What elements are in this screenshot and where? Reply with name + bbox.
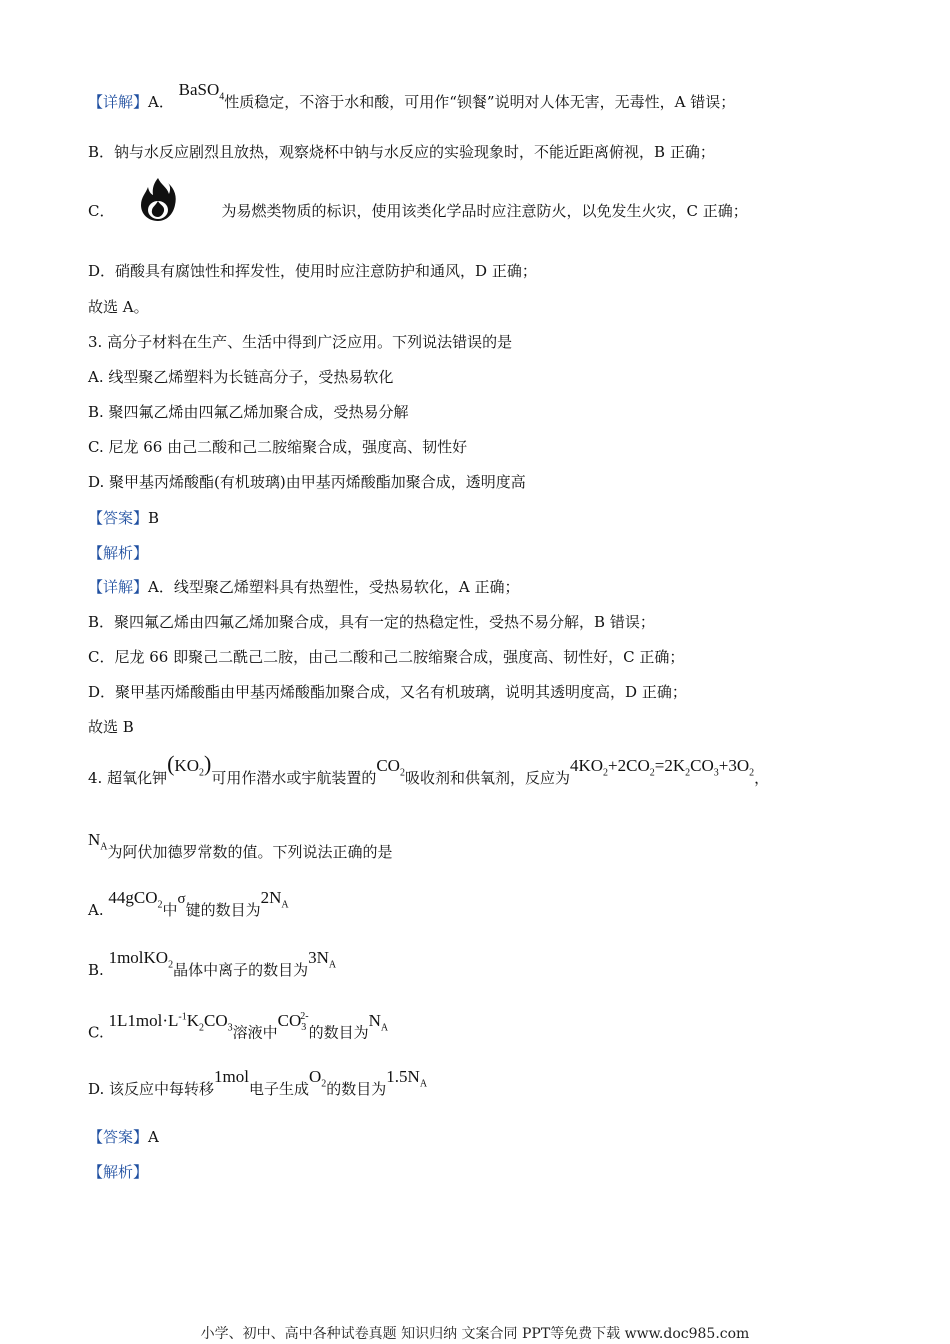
q3-conclusion: 故选 B xyxy=(88,718,134,736)
flammable-icon xyxy=(133,175,183,225)
detail-tag: 【详解】 xyxy=(88,93,149,111)
formula-co2: $CO_2$ xyxy=(376,756,405,779)
q3-answer: 【答案】B xyxy=(88,509,160,527)
q4-stem-line2: $N_A$为阿伏加德罗常数的值。下列说法正确的是 xyxy=(88,830,393,861)
conclusion-line: 故选 A。 xyxy=(88,298,149,316)
detail-a-line: 【详解】A． BaSO$_4$性质稳定，不溶于水和酸，可用作“钡餐”说明对人体无害，无毒性，A 错误； xyxy=(88,80,736,111)
q3-option-d: D. 聚甲基丙烯酸酯(有机玻璃)由甲基丙烯酸酯加聚合成，透明度高 xyxy=(88,473,526,491)
q3-detail-a: 【详解】A．线型聚乙烯塑料具有热塑性，受热易软化，A 正确； xyxy=(88,578,520,596)
detail-c-line: C． 为易燃类物质的标识，使用该类化学品时应注意防火，以免发生火灾，C 正确； xyxy=(88,202,748,220)
reaction-equation: $4KO_2+2CO_2=2K_2CO_3+3O_2$ xyxy=(569,756,755,779)
q3-option-c: C. 尼龙 66 由己二酸和己二胺缩聚合成，强度高、韧性好 xyxy=(88,438,468,456)
q3-stem: 3. 高分子材料在生产、生活中得到广泛应用。下列说法错误的是 xyxy=(88,333,513,351)
q3-analysis-tag: 【解析】 xyxy=(88,544,149,562)
q4-option-a: A. 44gCO$_2$中σ键的数目为$2N_A$ xyxy=(88,888,289,919)
q4-stem-line1: 4. 超氧化钾$(KO_2)$可用作潜水或宇航装置的$CO_2$吸收剂和供氧剂，反应为$4KO_2+2CO_2=2K_2CO_3+3O_2$， xyxy=(88,751,770,787)
q4-option-d: D. 该反应中每转移1mol电子生成$O_2$的数目为$1.5N_A$ xyxy=(88,1067,428,1098)
q3-option-b: B. 聚四氟乙烯由四氟乙烯加聚合成，受热易分解 xyxy=(88,403,409,421)
formula-ko2-paren: $(KO_2)$ xyxy=(167,751,212,779)
q4-option-c: C. $1L1mol\cdot L^{-1}K_2CO_3$溶液中$CO_3^{2-}$的数目为$N_A$ xyxy=(88,1010,389,1042)
q4-analysis-tag: 【解析】 xyxy=(88,1163,149,1181)
detail-b-line: B．钠与水反应剧烈且放热，观察烧杯中钠与水反应的实验现象时，不能近距离俯视，B 正确； xyxy=(88,143,715,161)
q3-detail-d: D．聚甲基丙烯酸酯由甲基丙烯酸酯加聚合成，又名有机玻璃，说明其透明度高，D 正确； xyxy=(88,683,687,701)
q4-option-b: B. 1molKO$_2$晶体中离子的数目为$3N_A$ xyxy=(88,948,337,979)
detail-d-line: D．硝酸具有腐蚀性和挥发性，使用时应注意防护和通风，D 正确； xyxy=(88,262,537,280)
q3-option-a: A. 线型聚乙烯塑料为长链高分子，受热易软化 xyxy=(88,368,394,386)
q3-detail-c: C．尼龙 66 即聚己二酰己二胺，由己二酸和己二胺缩聚合成，强度高、韧性好，C 正确； xyxy=(88,648,685,666)
formula-baso4: BaSO$_4$ xyxy=(178,80,225,103)
symbol-na: $N_A$ xyxy=(88,830,108,853)
page-footer: 小学、初中、高中各种试卷真题 知识归纳 文案合同 PPT等免费下载 www.doc985.com xyxy=(200,1326,750,1342)
q3-detail-b: B．聚四氟乙烯由四氟乙烯加聚合成，具有一定的热稳定性，受热不易分解，B 错误； xyxy=(88,613,655,631)
q4-answer: 【答案】A xyxy=(88,1128,159,1146)
